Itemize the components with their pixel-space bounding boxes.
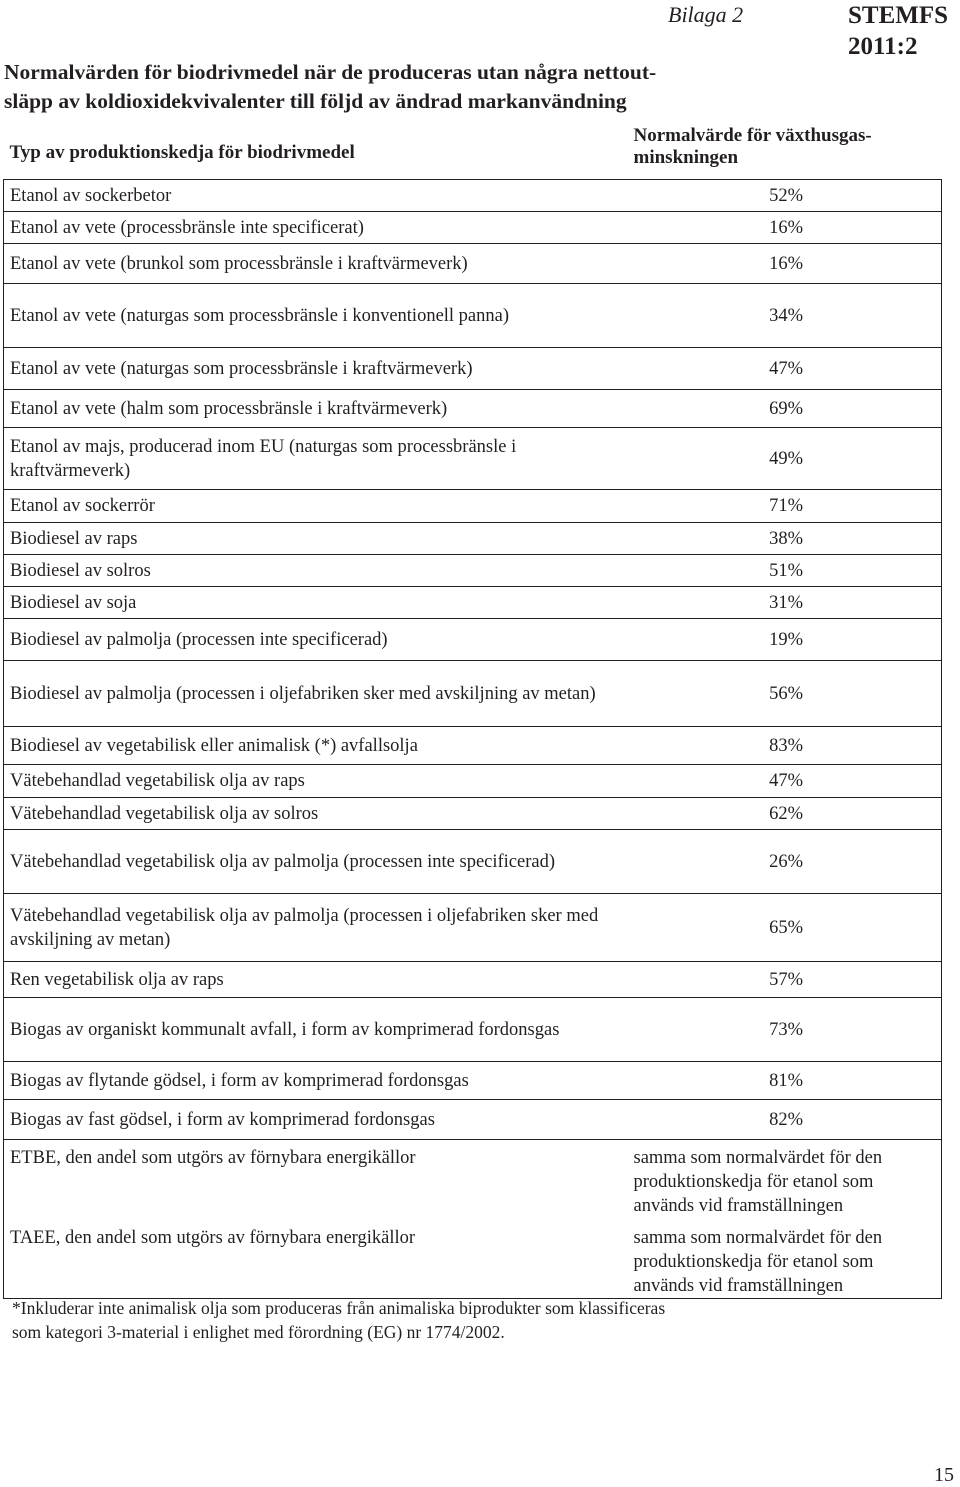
table-row: [4, 727, 942, 765]
footnote-line-1: *Inkluderar inte animalisk olja som produceras från animaliska biprodukter som klassificeras: [12, 1298, 666, 1318]
document-title: [4, 58, 764, 116]
row-value: samma som normalvärdet för den produktionskedja för etanol som används vid framställningen: [628, 1220, 942, 1299]
table-row: [4, 619, 942, 661]
row-type: Etanol av majs, producerad inom EU (naturgas som processbränsle i kraftvärmeverk): [4, 428, 628, 490]
row-value: 47%: [628, 765, 942, 798]
row-value: 31%: [628, 587, 942, 619]
table-row: [4, 765, 942, 798]
table-row: [4, 894, 942, 962]
row-value: 51%: [628, 555, 942, 587]
row-type: Biodiesel av palmolja (processen i oljefabriken sker med avskiljning av metan): [4, 661, 628, 727]
footnote: [12, 1296, 812, 1344]
regulation-code: [848, 0, 948, 62]
row-value: 81%: [628, 1062, 942, 1100]
table-row: [4, 490, 942, 523]
column-header-value: [628, 121, 942, 180]
row-type: Etanol av vete (brunkol som processbränsle i kraftvärmeverk): [4, 244, 628, 284]
row-value: 82%: [628, 1100, 942, 1140]
table-row: [4, 830, 942, 894]
row-value: 19%: [628, 619, 942, 661]
table-row: [4, 998, 942, 1062]
row-value: 49%: [628, 428, 942, 490]
row-value: 73%: [628, 998, 942, 1062]
row-value: 52%: [628, 180, 942, 212]
row-value: 56%: [628, 661, 942, 727]
table-row: [4, 661, 942, 727]
table-row: [4, 1062, 942, 1100]
row-type: Etanol av sockerrör: [4, 490, 628, 523]
row-type: Etanol av vete (naturgas som processbränsle i konventionell panna): [4, 284, 628, 348]
table-row: [4, 587, 942, 619]
table-row: [4, 348, 942, 390]
table-row: [4, 428, 942, 490]
table-row: [4, 244, 942, 284]
row-value: 69%: [628, 390, 942, 428]
row-value: 16%: [628, 244, 942, 284]
row-type: Etanol av vete (naturgas som processbränsle i kraftvärmeverk): [4, 348, 628, 390]
column-header-type: Typ av produktionskedja för biodrivmedel: [4, 121, 628, 180]
row-type: ETBE, den andel som utgörs av förnybara energikällor: [4, 1140, 628, 1220]
row-type: TAEE, den andel som utgörs av förnybara energikällor: [4, 1220, 628, 1299]
table-row: [4, 390, 942, 428]
row-value: 47%: [628, 348, 942, 390]
table-row: [4, 962, 942, 998]
row-type: Biogas av organiskt kommunalt avfall, i form av komprimerad fordonsgas: [4, 998, 628, 1062]
table-row: [4, 1140, 942, 1220]
row-type: Etanol av vete (halm som processbränsle i kraftvärmeverk): [4, 390, 628, 428]
row-type: Biogas av flytande gödsel, i form av komprimerad fordonsgas: [4, 1062, 628, 1100]
row-type: Etanol av sockerbetor: [4, 180, 628, 212]
row-type: Biodiesel av vegetabilisk eller animalisk (*) avfallsolja: [4, 727, 628, 765]
row-value: 57%: [628, 962, 942, 998]
regulation-series: STEMFS: [848, 2, 949, 29]
regulation-number: 2011:2: [848, 33, 918, 60]
row-type: Vätebehandlad vegetabilisk olja av solros: [4, 798, 628, 830]
row-type: Vätebehandlad vegetabilisk olja av palmolja (processen i oljefabriken sker med avskiljning av metan): [4, 894, 628, 962]
row-value: 71%: [628, 490, 942, 523]
row-type: Biodiesel av solros: [4, 555, 628, 587]
table-row: [4, 555, 942, 587]
row-type: Biodiesel av palmolja (processen inte specificerad): [4, 619, 628, 661]
table-row: [4, 1100, 942, 1140]
row-value: 34%: [628, 284, 942, 348]
default-values-table: [3, 121, 942, 1299]
row-type: Biodiesel av raps: [4, 523, 628, 555]
table-header-row: [4, 121, 942, 180]
row-value: 38%: [628, 523, 942, 555]
table-row: [4, 1220, 942, 1299]
table-row: [4, 180, 942, 212]
row-value: 65%: [628, 894, 942, 962]
row-value: 26%: [628, 830, 942, 894]
table-row: [4, 212, 942, 244]
title-line-2: släpp av koldioxidekvivalenter till följd av ändrad markanvändning: [4, 89, 627, 113]
row-type: Biogas av fast gödsel, i form av komprimerad fordonsgas: [4, 1100, 628, 1140]
row-value: 62%: [628, 798, 942, 830]
column-header-value-line-2: minskningen: [633, 147, 739, 168]
appendix-label: Bilaga 2: [668, 2, 744, 27]
table-row: [4, 284, 942, 348]
row-type: Vätebehandlad vegetabilisk olja av palmolja (processen inte specificerad): [4, 830, 628, 894]
row-type: Biodiesel av soja: [4, 587, 628, 619]
row-type: Ren vegetabilisk olja av raps: [4, 962, 628, 998]
row-type: Etanol av vete (processbränsle inte specificerat): [4, 212, 628, 244]
footnote-line-2: som kategori 3-material i enlighet med förordning (EG) nr 1774/2002.: [12, 1322, 505, 1342]
table-row: [4, 798, 942, 830]
row-value: 16%: [628, 212, 942, 244]
row-value: samma som normalvärdet för den produktionskedja för etanol som används vid framställningen: [628, 1140, 942, 1220]
table-row: [4, 523, 942, 555]
row-type: Vätebehandlad vegetabilisk olja av raps: [4, 765, 628, 798]
row-value: 83%: [628, 727, 942, 765]
page-number: 15: [934, 1464, 954, 1486]
title-line-1: Normalvärden för biodrivmedel när de produceras utan några nettout-: [4, 60, 657, 84]
column-header-value-line-1: Normalvärde för växthusgas-: [633, 125, 872, 146]
